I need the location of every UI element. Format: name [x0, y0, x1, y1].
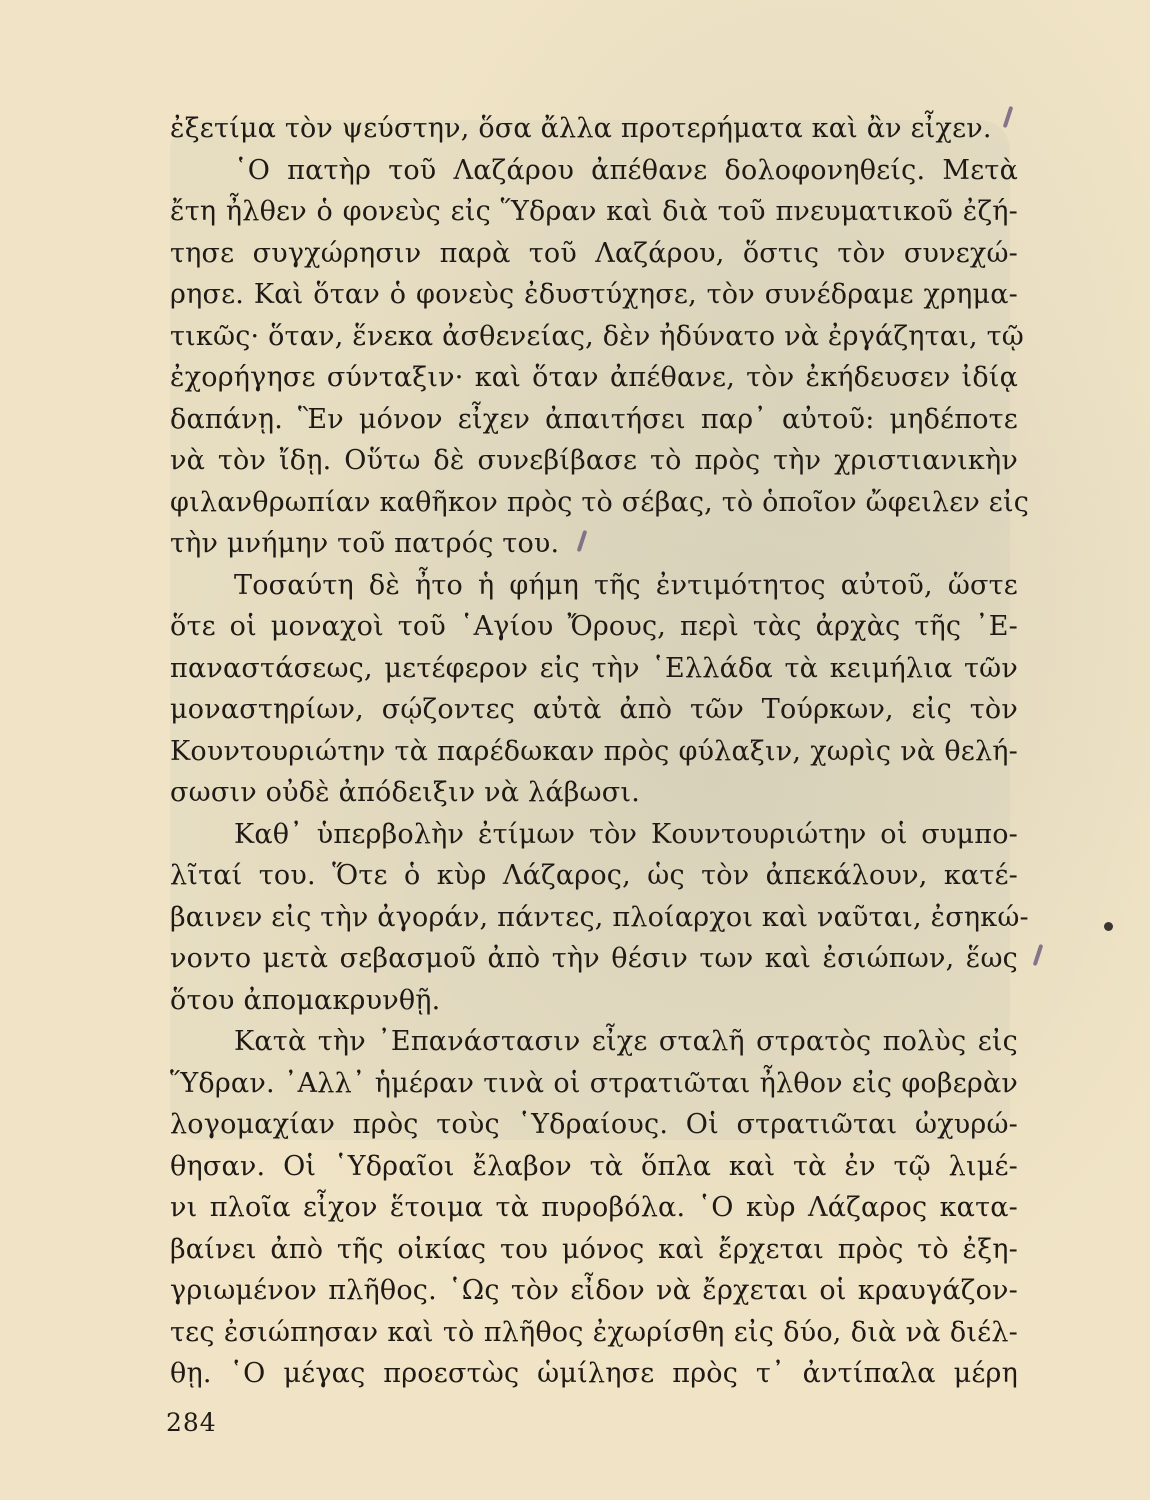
text-line: Ὕδραν. ᾽Αλλ᾽ ἡμέραν τινὰ οἱ στρατιῶται ἦλθον εἰς φοβερὰν	[170, 1067, 1018, 1099]
text-line: νὰ τὸν ἴδῃ. Οὕτω δὲ συνεβίβασε τὸ πρὸς τὴν χριστιανικὴν	[170, 445, 1018, 476]
text-line: ῾Ο πατὴρ τοῦ Λαζάρου ἀπέθανε δολοφονηθείς. Μετὰ	[234, 154, 1018, 186]
text-line: βαίνει ἀπὸ τῆς οἰκίας του μόνος καὶ ἔρχεται πρὸς τὸ ἐξη-	[170, 1233, 1018, 1265]
text-line: ἔτη ἦλθεν ὁ φονεὺς εἰς Ὕδραν καὶ διὰ τοῦ πνευματικοῦ ἐζή-	[170, 196, 1018, 227]
text-line: Κουντουριώτην τὰ παρέδωκαν πρὸς φύλαξιν, χωρὶς νὰ θελή-	[170, 735, 1018, 767]
text-line: βαινεν εἰς τὴν ἀγοράν, πάντες, πλοίαρχοι καὶ ναῦται, ἐσηκώ-	[170, 901, 1029, 933]
text-line: θῃ. ῾Ο μέγας προεστὼς ὡμίλησε πρὸς τ᾽ ἀντίπαλα μέρη	[170, 1358, 1018, 1389]
text-line: ἐχορήγησε σύνταξιν· καὶ ὅταν ἀπέθανε, τὸν ἐκήδευσεν ἰδίᾳ	[170, 362, 1018, 393]
text-line: σωσιν οὐδὲ ἀπόδειξιν νὰ λάβωσι.	[170, 777, 640, 808]
text-line: ἐξετίμα τὸν ψεύστην, ὅσα ἄλλα προτερήματα καὶ ἂν εἶχεν.	[170, 113, 992, 144]
text-line: Τοσαύτη δὲ ἦτο ἡ φήμη τῆς ἐντιμότητος αὐτοῦ, ὥστε	[234, 569, 1018, 601]
text-line: νοντο μετὰ σεβασμοῦ ἀπὸ τὴν θέσιν των καὶ ἐσιώπων, ἕως	[170, 943, 1018, 974]
text-line: τικῶς· ὅταν, ἕνεκα ἀσθενείας, δὲν ἠδύνατο νὰ ἐργάζηται, τῷ	[170, 320, 1024, 352]
text-line: Καθ᾽ ὑπερβολὴν ἐτίμων τὸν Κουντουριώτην οἱ συμπο-	[234, 818, 1018, 850]
text-line: γριωμένον πλῆθος. ῾Ως τὸν εἶδον νὰ ἔρχεται οἱ κραυγάζον-	[170, 1275, 1018, 1306]
text-line: παναστάσεως, μετέφερον εἰς τὴν ῾Ελλάδα τὰ κειμήλια τῶν	[170, 652, 1018, 684]
text-line: ρησε. Καὶ ὅταν ὁ φονεὺς ἐδυστύχησε, τὸν συνέδραμε χρημα-	[170, 279, 1018, 310]
text-line: νι πλοῖα εἶχον ἕτοιμα τὰ πυροβόλα. ῾Ο κὺρ Λάζαρος κατα-	[170, 1192, 1018, 1223]
text-line: μοναστηρίων, σῴζοντες αὐτὰ ἀπὸ τῶν Τούρκων, εἰς τὸν	[170, 694, 1018, 725]
text-line: τὴν μνήμην τοῦ πατρός του.	[170, 528, 560, 559]
text-line: ὅτε οἱ μοναχοὶ τοῦ ῾Αγίου Ὄρους, περὶ τὰς ἀρχὰς τῆς ᾽Ε-	[170, 611, 1018, 642]
pencil-mark	[1033, 944, 1044, 966]
text-line: τες ἐσιώπησαν καὶ τὸ πλῆθος ἐχωρίσθη εἰς δύο, διὰ νὰ διέλ-	[170, 1316, 1018, 1348]
text-line: ὅτου ἀπομακρυνθῇ.	[170, 984, 441, 1016]
text-line: Κατὰ τὴν ᾽Επανάστασιν εἶχε σταλῆ στρατὸς πολὺς εἰς	[234, 1026, 1018, 1057]
text-line: δαπάνῃ. Ἓν μόνον εἶχεν ἀπαιτήσει παρ᾽ αὐτοῦ: μηδέποτε	[170, 403, 1018, 435]
text-line: τησε συγχώρησιν παρὰ τοῦ Λαζάρου, ὅστις τὸν συνεχώ-	[170, 237, 1018, 269]
text-line: λῖταί του. Ὅτε ὁ κὺρ Λάζαρος, ὡς τὸν ἀπεκάλουν, κατέ-	[170, 860, 1018, 891]
text-line: θησαν. Οἱ ῾Υδραῖοι ἔλαβον τὰ ὅπλα καὶ τὰ ἐν τῷ λιμέ-	[170, 1150, 1018, 1182]
text-line: λογομαχίαν πρὸς τοὺς ῾Υδραίους. Οἱ στρατιῶται ὠχυρώ-	[170, 1109, 1018, 1140]
body-text	[170, 108, 1030, 1395]
page-number: 284	[166, 1408, 217, 1437]
text-line: φιλανθρωπίαν καθῆκον πρὸς τὸ σέβας, τὸ ὁποῖον ὤφειλεν εἰς	[170, 486, 1030, 518]
ink-dot	[1104, 922, 1113, 931]
